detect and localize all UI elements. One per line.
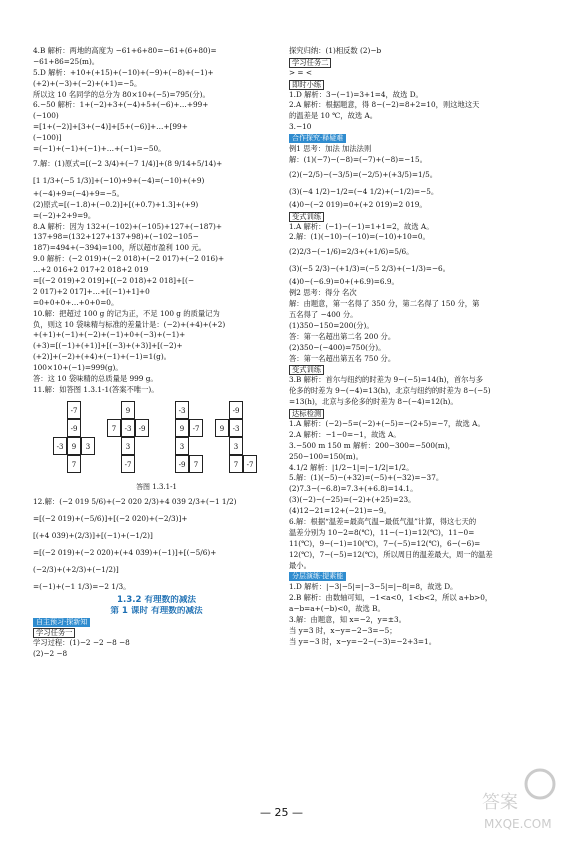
answer-line: (4)0−(−2 019)=0+(+2 019)=2 019。	[289, 199, 427, 209]
answer-line: (+2)]+(−2)+(+4)+(−1)+(−1)=1(g)。	[33, 352, 171, 362]
figure-caption: 答图 1.3.1-1	[136, 482, 177, 491]
answer-line: 12.解：(−2 019 5/6)+(−2 020 2/3)+4 039 2/3+(−1 1/2)	[33, 496, 237, 506]
net-cell: 7	[107, 419, 121, 437]
net-cell: -9	[229, 401, 243, 419]
answer-line	[289, 571, 536, 582]
net-cell: 9	[121, 401, 135, 419]
answer-line	[289, 211, 536, 222]
answer-line	[289, 57, 536, 68]
answer-line: −61+86=25(m)。	[33, 56, 100, 66]
answer-line: 当 y=−3 时，x−y=−2−(−3)=−2+3=1。	[289, 636, 436, 646]
answer-line: (−100)]	[33, 133, 62, 143]
answer-line: 2 017)+2 017]+…+[(−1)+1]+0	[33, 286, 150, 296]
net-cell: 7	[67, 455, 81, 473]
answer-line: 1.D 解析：3−(−1)=3+1=4，故选 D。	[289, 89, 423, 99]
net-cell: 9	[215, 419, 229, 437]
answer-line: 3.解：由题意，知 x=−2，y=±3。	[289, 614, 406, 624]
answer-line: 5.解：(1)(−5)−(+32)=(−5)+(−32)=−37。	[289, 473, 444, 483]
answer-line: 6.解：根据“温差=最高气温−最低气温”计算，得这七天的	[289, 516, 477, 526]
subsection-tag: 变式训练	[289, 365, 324, 375]
answer-line: 解：由题意，第一名得了 350 分，第二名得了 150 分，第	[289, 299, 480, 309]
answer-line: 7.解：(1)原式=[(−2 3/4)+(−7 1/4)]+(8 9/14+5/14)+	[33, 158, 223, 168]
answer-line: 100×10+(−1)=999(g)。	[33, 363, 123, 373]
svg-text:答案: 答案	[482, 792, 518, 813]
subsection-tag: 达标检测	[289, 409, 324, 419]
answer-line: 解：(1)(−7)−(−8)=(−7)+(−8)=−15。	[289, 154, 427, 164]
answer-line: 最小。	[289, 560, 311, 570]
answer-line: 1.A 解析：(−1)−(−1)=1+1=2，故选 A。	[289, 221, 434, 231]
answer-line: 1.D 解析：|−3|−5|=|−3−5|=|−8|=8，故选 D。	[289, 582, 458, 592]
answer-line: 3.B 解析：首尔与纽约的时差为 9−(−5)=14(h)，首尔与多	[289, 375, 484, 385]
answer-line: (3)(−5 2/3)−(+1/3)=(−5 2/3)+(−1/3)=−6。	[289, 264, 450, 274]
answer-line: 250−100=150(m)。	[289, 451, 363, 461]
answer-line: 当 y=3 时，x−y=−2−3=−5；	[289, 625, 397, 635]
answer-line: (3)(−4 1/2)−1/2=(−4 1/2)+(−1/2)=−5。	[289, 186, 439, 196]
answer-line: > = <	[289, 67, 312, 77]
net-cell: 7	[189, 455, 203, 473]
answer-line: 6.−50 解析：1+(−2)+3+(−4)+5+(−6)+…+99+	[33, 100, 209, 110]
net-cell: -3	[175, 401, 189, 419]
answer-line	[289, 364, 536, 375]
subsection-tag: 学习任务一	[33, 628, 75, 638]
subsection-tag: 变式训练	[289, 212, 324, 222]
left-column	[33, 46, 280, 660]
answer-line: 所以这 10 名同学的总分为 80×10+(−5)=795(分)。	[33, 89, 210, 99]
subsection-tag: 即时小练	[289, 80, 324, 90]
answer-line: =[(−2 019)+(−2 020)+(+4 039)+(−1)]+[(−5/6)+	[33, 547, 217, 557]
answer-line: (2)−2 −8	[33, 649, 68, 659]
net-cell: 3	[121, 437, 135, 455]
net-cell: 3	[229, 437, 243, 455]
left-answers-2	[33, 493, 280, 595]
svg-text:MXQE.COM: MXQE.COM	[484, 817, 552, 831]
net-cell: -3	[121, 419, 135, 437]
answer-line: +(+1)+(−1)+(−2)+(−1)+0+(−3)+(−1)+	[33, 330, 186, 340]
answer-line: 例2 思考：得分 名次	[289, 288, 357, 298]
answer-line: =(−1)+(−1)+(−1)+…+(−1)=−50。	[33, 144, 166, 154]
answer-line: =(−1)+(−1 1/3)=−2 1/3。	[33, 581, 131, 591]
answer-line: 137+98=(132+127+137+98)+(−102−105−	[33, 232, 199, 242]
answer-line: 2.A 解析：根据题意，得 8−(−2)=8+2=10，则这地这天	[289, 100, 480, 110]
answer-line: [(+4 039)+(2/3)]+[(−1)+(−1/2)]	[33, 530, 153, 540]
answer-line: (2)7.3−(−6.8)=7.3+(+6.8)=14.1。	[289, 484, 418, 494]
answer-line: 5.D 解析：+10+(+15)+(−10)+(−9)+(−8)+(−1)+	[33, 67, 214, 77]
page-number: — 25 —	[260, 806, 303, 819]
lesson-title: 第 1 课时 有理数的减法	[110, 605, 203, 616]
answer-line: 答：第一名超出第二名 200 分。	[289, 331, 396, 341]
answer-line: (−100)	[33, 111, 59, 121]
answer-line: =[1+(−2)]+[3+(−4)]+[5+(−6)]+…+[99+	[33, 122, 188, 132]
answer-line	[289, 408, 536, 419]
section-tag: 合作探究·释疑难	[289, 134, 346, 143]
answer-line: (2)(−2/5)−(−3/5)=(−2/5)+(+3/5)=1/5。	[289, 169, 438, 179]
answer-line: 9.0 解析：(−2 019)+(−2 018)+(−2 017)+(−2 016)+	[33, 254, 225, 264]
answer-line: (2)350−(−400)=750(分)。	[289, 342, 386, 352]
answer-line	[289, 79, 536, 90]
answer-line: =[(−2 019)+(−5/6)]+[(−2 020)+(−2/3)]+	[33, 513, 188, 523]
answer-line: 五名得了 −400 分。	[289, 310, 358, 320]
net-cell: 7	[229, 455, 243, 473]
left-answers-3	[33, 627, 280, 660]
net-cell: 9	[175, 419, 189, 437]
net-cell: -9	[135, 419, 149, 437]
subsection-tag: 学习任务二	[289, 58, 331, 68]
answer-line: 学习过程：(1)−2 −2 −8 −8	[33, 638, 130, 648]
answer-line: …+2 016+2 017+2 018+2 019	[33, 265, 149, 275]
answer-line: 1.A 解析：(−2)−5=(−2)+(−5)=−(2+5)=−7，故选 A。	[289, 418, 485, 428]
answer-line: 答：这 10 袋味精的总质量是 999 g。	[33, 374, 158, 384]
answer-line: (−2/3)+(+2/3)+(−1/2)]	[33, 564, 119, 574]
answer-line: 的温差是 10 ℃，故选 A。	[289, 111, 378, 121]
answer-line: 10.解：把超过 100 g 的记为正，不足 100 g 的质量记为	[33, 308, 220, 318]
answer-line: 3.−10	[289, 122, 312, 132]
net-cell: -7	[67, 401, 81, 419]
answer-line: 探究归纳：(1)相反数 (2)−b	[289, 46, 382, 55]
answer-line: (4)0−(−6.9)=0+(+6.9)=6.9。	[289, 277, 399, 287]
section-tag-self-study: 自主预习·探新知	[33, 618, 90, 627]
answer-line	[33, 627, 280, 638]
answer-line: =13(h)，北京与多伦多的时差为 8−(−4)=12(h)。	[289, 397, 458, 407]
answer-line: 2.A 解析：−1−0=−1，故选 A。	[289, 429, 401, 439]
section-tag: 分层演练·提素能	[289, 572, 346, 581]
net-cell: 9	[67, 437, 81, 455]
answer-line: (1)350−150=200(分)。	[289, 320, 374, 330]
net-cell: -9	[175, 455, 189, 473]
net-cell: -9	[67, 419, 81, 437]
answer-line: (+2)+(−3)+(−2)+(+1)=−5。	[33, 78, 142, 88]
answer-line	[289, 133, 536, 144]
answer-line: =[(−2 019)+2 019]+[(−2 018)+2 018]+[(−	[33, 276, 194, 286]
answer-line: (3)(−2)−(−25)=(−2)+(+25)=23。	[289, 495, 416, 505]
answer-line: 2.B 解析：由数轴可知，−1<a<0，1<b<2，所以 a+b>0，	[289, 593, 493, 603]
net-figure	[33, 398, 280, 480]
right-column	[289, 46, 536, 648]
answer-line: 负，则这 10 袋味精与标准的差量计是：(−2)+(+4)+(+2)	[33, 319, 226, 329]
answer-line: 温差分别为 10−2=8(℃)，11−(−1)=12(℃)，11−0=	[289, 527, 475, 537]
answer-line: [1 1/3+(−5 1/3)]+(−10)+9+(−4)=(−10)+(+9)	[33, 175, 205, 185]
section-title: 1.3.2 有理数的减法	[116, 594, 197, 605]
answer-line: (4)12−21=12+(−21)=−9。	[289, 506, 391, 516]
net-cell: -7	[189, 419, 203, 437]
answer-line: 4.1/2 解析：|1/2−1|=|−1/2|=1/2。	[289, 462, 414, 472]
answer-line: 187)=494+(−394)=100，所以超市盈利 100 元。	[33, 243, 206, 253]
answer-line: (2)2/3−(−1/6)=2/3+(+1/6)=5/6。	[289, 247, 414, 257]
answer-line: 12(℃)，7−(−5)=12(℃)，所以周日的温差最大，周一的温差	[289, 549, 493, 559]
answer-line: 4.B 解析：两地的高度为 −61+6+80=−61+(6+80)=	[33, 46, 217, 55]
net-cell: -3	[53, 437, 67, 455]
answer-line: +(−4)+9=(−4)+9=−5。	[33, 188, 124, 198]
answer-line: 例1 思考：加法 加法法则	[289, 144, 372, 154]
answer-line: (+3)=[(−1)+(+1)]+[(−3)+(+3)]+[(−2)+	[33, 341, 183, 351]
answer-line: 8.A 解析：因为 132+(−102)+(−105)+127+(−187)+	[33, 221, 222, 231]
answer-line: =(−2)+2+9=9。	[33, 210, 96, 220]
net-cell: 3	[175, 437, 189, 455]
net-cell: -7	[243, 455, 257, 473]
watermark-logo	[478, 768, 558, 834]
answer-line: 答：第一名超出第五名 750 分。	[289, 353, 396, 363]
right-answers	[289, 46, 536, 648]
answer-line: 11(℃)，9−(−1)=10(℃)，7−(−5)=12(℃)，6−(−6)=	[289, 538, 481, 548]
answer-line: =0+0+0+…+0+0=0。	[33, 297, 119, 307]
answer-line: 11.解：如答图 1.3.1-1(答案不唯一)。	[33, 384, 159, 394]
page-number-value: 25	[274, 806, 289, 819]
left-answers	[33, 46, 280, 396]
answer-line: a−b=a+(−b)<0，故选 B。	[289, 604, 385, 614]
net-cell: -7	[121, 455, 135, 473]
answer-line: (2)原式=[(−1.8)+(−0.2)]+[(+0.7)+1.3]+(+9)	[33, 199, 199, 209]
answer-line: 伦多的时差为 9−(−4)=13(h)，北京与纽约的时差为 8−(−5)	[289, 386, 491, 396]
net-cell: -3	[229, 419, 243, 437]
answer-line: 3.−500 m 150 m 解析：200−300=−500(m)，	[289, 440, 455, 450]
net-cell: 3	[81, 437, 95, 455]
answer-line: 2.解：(1)(−10)−(−10)=(−10)+10=0。	[289, 232, 430, 242]
